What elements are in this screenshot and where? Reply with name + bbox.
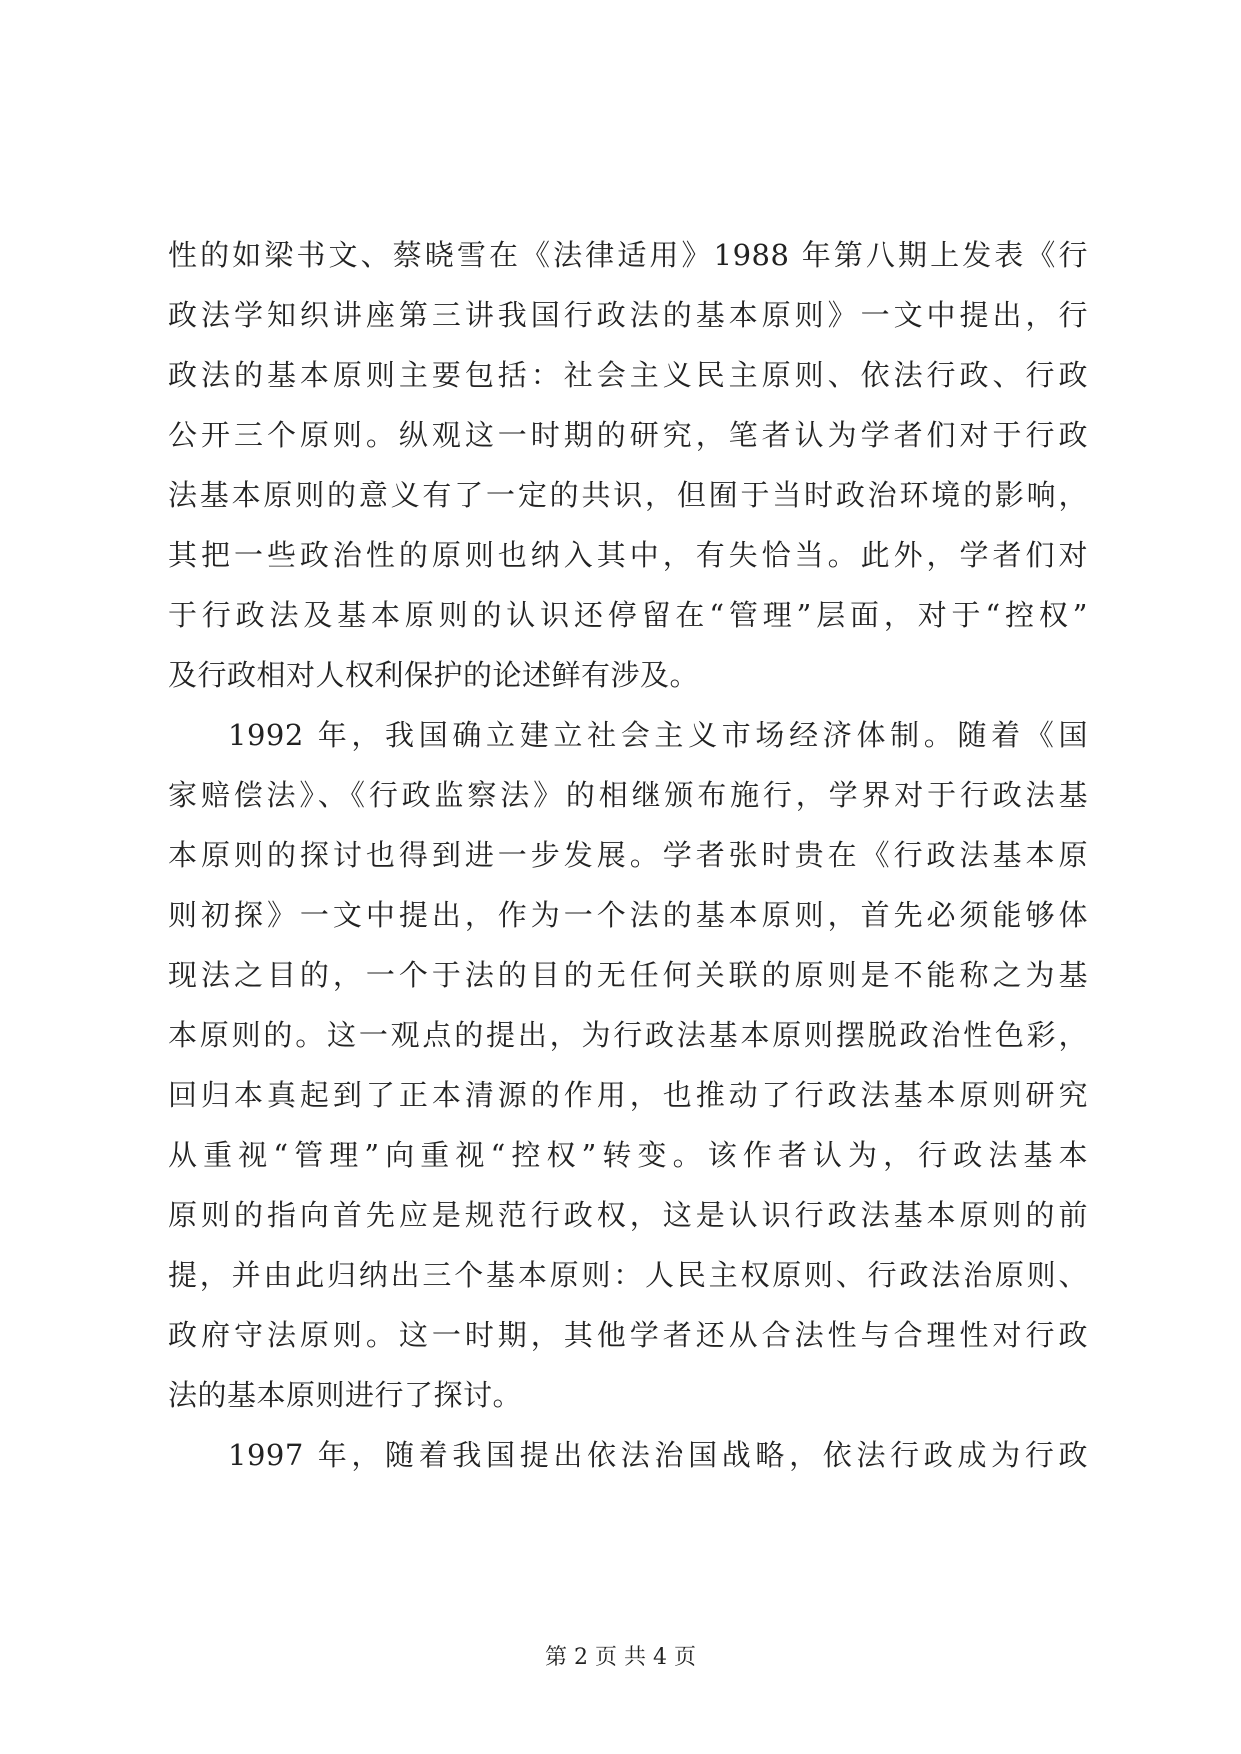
text-line: 回归本真起到了正本清源的作用，也推动了行政法基本原则研究 [168,1078,1088,1112]
text-line: 从重视“管理”向重视“控权”转变。该作者认为，行政法基本 [168,1138,1088,1172]
text-line: 政法的基本原则主要包括：社会主义民主原则、依法行政、行政 [168,358,1088,392]
body-text [168,225,1088,1485]
text-line: 则初探》一文中提出，作为一个法的基本原则，首先必须能够体 [168,898,1088,932]
page-number-footer: 第 2 页 共 4 页 [545,1645,696,1670]
text-line: 其把一些政治性的原则也纳入其中，有失恰当。此外，学者们对 [168,538,1088,572]
text-line: 公开三个原则。纵观这一时期的研究，笔者认为学者们对于行政 [168,418,1088,452]
text-line: 原则的指向首先应是规范行政权，这是认识行政法基本原则的前 [168,1198,1088,1232]
text-line: 法基本原则的意义有了一定的共识，但囿于当时政治环境的影响， [168,478,1088,512]
text-line: 1992 年，我国确立建立社会主义市场经济体制。随着《国 [228,718,1088,752]
text-line: 1997 年，随着我国提出依法治国战略，依法行政成为行政 [228,1438,1088,1472]
text-line: 性的如梁书文、蔡晓雪在《法律适用》1988 年第八期上发表《行 [168,238,1088,272]
text-line: 于行政法及基本原则的认识还停留在“管理”层面，对于“控权” [168,598,1088,632]
text-line: 家赔偿法》、《行政监察法》的相继颁布施行，学界对于行政法基 [168,778,1088,812]
text-line: 本原则的。这一观点的提出，为行政法基本原则摆脱政治性色彩， [168,1018,1088,1052]
text-line: 本原则的探讨也得到进一步发展。学者张时贵在《行政法基本原 [168,838,1088,872]
text-line: 提，并由此归纳出三个基本原则：人民主权原则、行政法治原则、 [168,1258,1088,1292]
text-line: 政府守法原则。这一时期，其他学者还从合法性与合理性对行政 [168,1318,1088,1352]
text-line: 及行政相对人权利保护的论述鲜有涉及。 [168,658,700,692]
text-line: 政法学知织讲座第三讲我国行政法的基本原则》一文中提出，行 [168,298,1088,332]
text-line: 法的基本原则进行了探讨。 [168,1378,523,1412]
text-line: 现法之目的，一个于法的目的无任何关联的原则是不能称之为基 [168,958,1088,992]
